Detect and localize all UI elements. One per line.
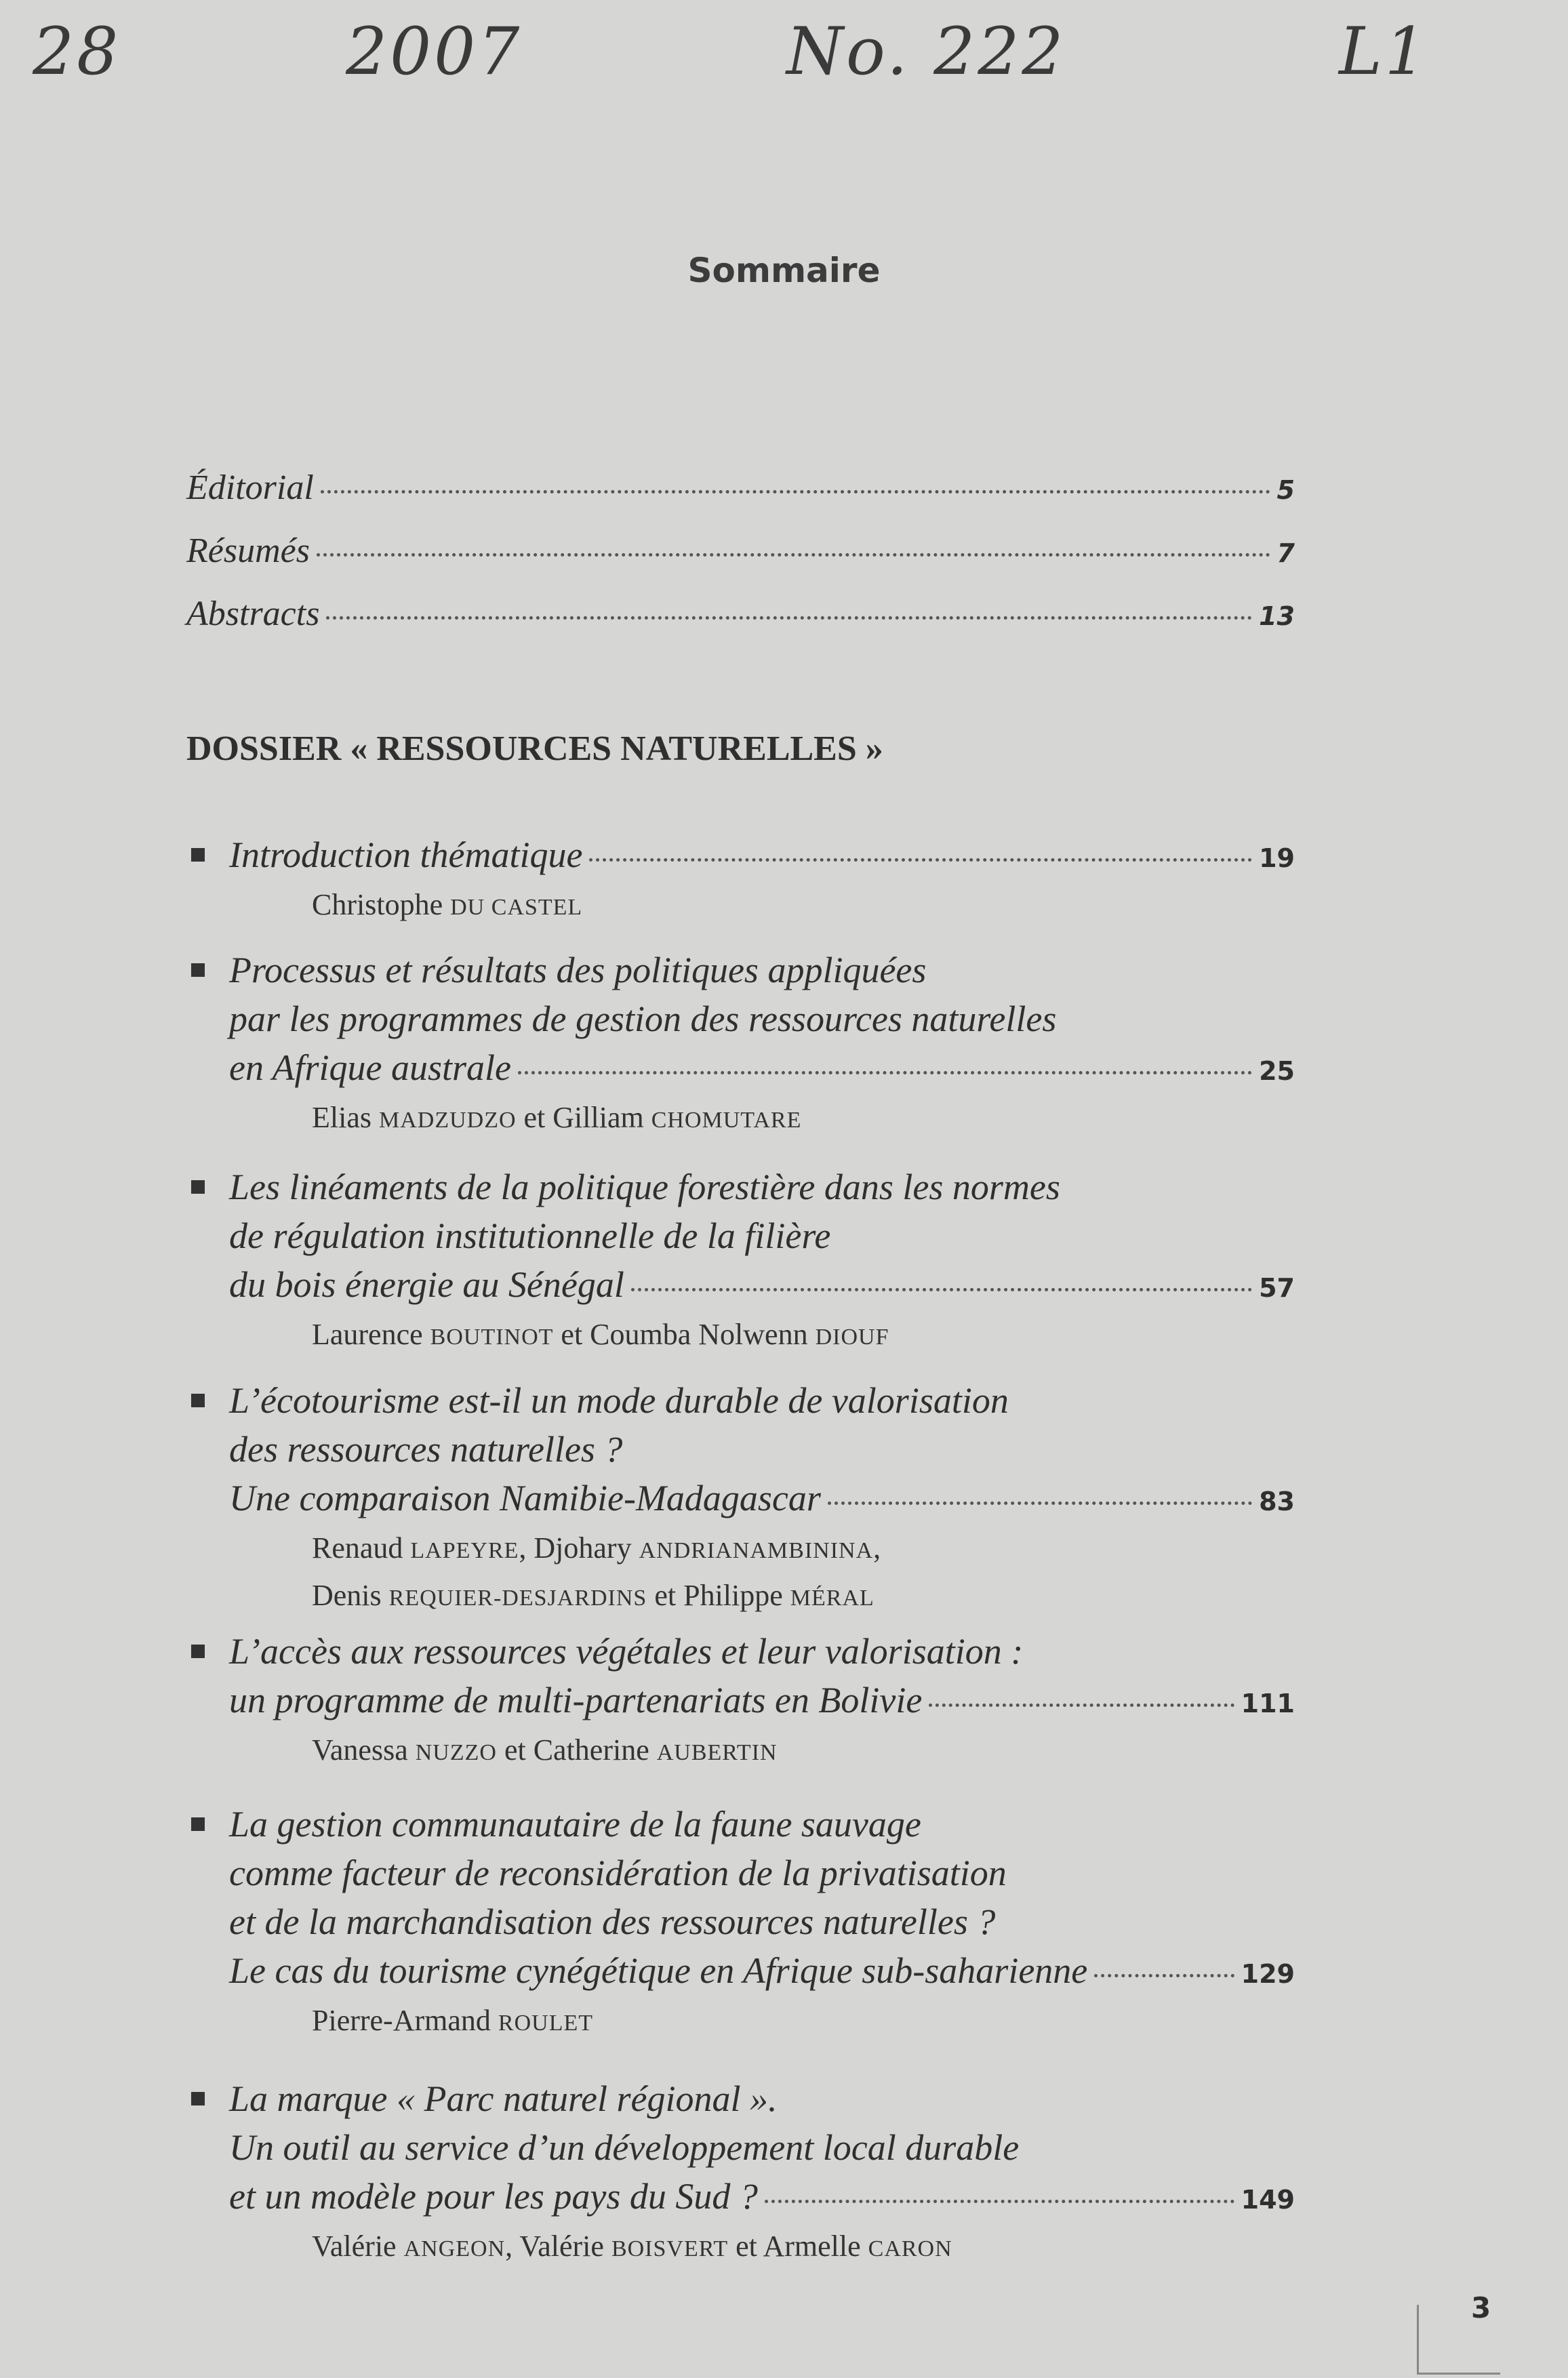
leader-dots bbox=[1094, 1974, 1234, 1977]
author-surname: MÉRAL bbox=[790, 1586, 875, 1611]
bullet-icon bbox=[191, 1394, 205, 1407]
article-title-line bbox=[229, 2074, 1295, 2123]
handwritten-code: L1 bbox=[1339, 14, 1429, 89]
author-text: et Catherine bbox=[496, 1733, 657, 1767]
article-authors bbox=[312, 2224, 1295, 2272]
article-title-text: du bois énergie au Sénégal bbox=[229, 1264, 624, 1305]
article-title-line bbox=[229, 946, 1295, 994]
article-title-text: de régulation institutionnelle de la filière bbox=[229, 1215, 831, 1256]
toc-front-abstracts[interactable] bbox=[186, 594, 1295, 634]
article-title-text: un programme de multi-partenariats en Bolivie bbox=[229, 1680, 923, 1720]
leader-dots bbox=[326, 616, 1252, 620]
author-surname: BOISVERT bbox=[611, 2236, 729, 2261]
bullet-icon bbox=[191, 1645, 205, 1658]
author-surname: CARON bbox=[868, 2236, 952, 2261]
toc-page: 111 bbox=[1241, 1689, 1295, 1718]
author-surname: CHOMUTARE bbox=[651, 1108, 802, 1133]
article-title-line bbox=[229, 1376, 1295, 1425]
leader-dots bbox=[317, 553, 1270, 557]
article-title-line bbox=[229, 994, 1295, 1043]
article-authors bbox=[312, 1728, 1295, 1775]
dossier-heading: DOSSIER « RESSOURCES NATURELLES » bbox=[186, 729, 883, 768]
bullet-icon bbox=[191, 963, 205, 977]
toc-article[interactable] bbox=[183, 830, 1295, 930]
article-title-line bbox=[229, 830, 1295, 883]
article-title-text: Le cas du tourisme cynégétique en Afrique sub-saharienne bbox=[229, 1950, 1088, 1991]
author-surname: REQUIER-DESJARDINS bbox=[388, 1586, 647, 1611]
author-text: Renaud bbox=[312, 1531, 411, 1565]
author-surname: DIOUF bbox=[815, 1325, 889, 1350]
author-surname: BOUTINOT bbox=[430, 1325, 554, 1350]
author-text: Denis bbox=[312, 1579, 389, 1612]
author-text: et Coumba Nolwenn bbox=[553, 1318, 816, 1351]
article-title-line bbox=[229, 1474, 1295, 1526]
article-title-text: L’écotourisme est-il un mode durable de valorisation bbox=[229, 1380, 1009, 1421]
article-title-line bbox=[229, 2123, 1295, 2172]
toc-article[interactable] bbox=[183, 1800, 1295, 2046]
leader-dots bbox=[589, 858, 1252, 862]
author-surname: ROULET bbox=[498, 2011, 593, 2036]
toc-label: Éditorial bbox=[186, 468, 314, 507]
toc-page: 7 bbox=[1276, 538, 1295, 568]
article-title-text: Un outil au service d’un développement local durable bbox=[229, 2127, 1020, 2168]
toc-page: 83 bbox=[1259, 1487, 1295, 1516]
author-text: Vanessa bbox=[312, 1733, 416, 1767]
author-text: et Philippe bbox=[647, 1579, 790, 1612]
article-title-text: et de la marchandisation des ressources naturelles ? bbox=[229, 1901, 996, 1942]
article-authors bbox=[312, 1998, 1295, 2046]
bullet-icon bbox=[191, 1180, 205, 1194]
author-text: Elias bbox=[312, 1101, 379, 1134]
article-title-line bbox=[229, 1260, 1295, 1312]
toc-front-editorial[interactable] bbox=[186, 468, 1295, 508]
author-surname: ANDRIANAMBININA bbox=[639, 1538, 874, 1563]
bullet-icon bbox=[191, 848, 205, 862]
article-title-text: en Afrique australe bbox=[229, 1047, 511, 1088]
toc-page: 57 bbox=[1259, 1273, 1295, 1303]
author-text: Laurence bbox=[312, 1318, 430, 1351]
author-surname: AUBERTIN bbox=[656, 1740, 778, 1765]
page-title: Sommaire bbox=[687, 251, 881, 290]
handwritten-issue: No. 222 bbox=[786, 14, 1066, 89]
article-authors bbox=[312, 1312, 1295, 1360]
article-authors bbox=[312, 883, 1295, 930]
toc-page: 149 bbox=[1241, 2185, 1295, 2215]
handwritten-year: 2007 bbox=[346, 14, 523, 89]
article-title-line bbox=[229, 1163, 1295, 1211]
author-surname: MADZUDZO bbox=[378, 1108, 517, 1133]
leader-dots bbox=[765, 2200, 1234, 2203]
toc-article[interactable] bbox=[183, 1163, 1295, 1360]
author-text: , Valérie bbox=[505, 2230, 611, 2263]
article-authors bbox=[312, 1095, 1295, 1143]
author-text: Valérie bbox=[312, 2230, 404, 2263]
leader-dots bbox=[321, 490, 1270, 493]
toc-article[interactable] bbox=[183, 1627, 1295, 1775]
article-title-text: et un modèle pour les pays du Sud ? bbox=[229, 2176, 758, 2217]
article-title-line bbox=[229, 2172, 1295, 2224]
toc-page: 19 bbox=[1259, 843, 1295, 873]
toc-article[interactable] bbox=[183, 1376, 1295, 1621]
leader-dots bbox=[631, 1288, 1252, 1291]
author-text: , bbox=[873, 1531, 881, 1565]
article-authors bbox=[312, 1526, 1295, 1573]
toc-page: 5 bbox=[1276, 475, 1295, 505]
article-title-line bbox=[229, 1627, 1295, 1676]
article-title-text: des ressources naturelles ? bbox=[229, 1429, 623, 1470]
article-title-line bbox=[229, 1849, 1295, 1897]
toc-page: 13 bbox=[1259, 601, 1295, 631]
leader-dots bbox=[828, 1502, 1252, 1505]
author-text: Pierre-Armand bbox=[312, 2004, 498, 2037]
toc-page: 25 bbox=[1259, 1056, 1295, 1086]
article-title-line bbox=[229, 1897, 1295, 1946]
article-title-line bbox=[229, 1946, 1295, 1998]
author-text: et Gilliam bbox=[516, 1101, 651, 1134]
article-title-line bbox=[229, 1800, 1295, 1849]
handwritten-number: 28 bbox=[33, 14, 121, 89]
leader-dots bbox=[518, 1071, 1252, 1074]
author-surname: ANGEON bbox=[403, 2236, 506, 2261]
article-title-line bbox=[229, 1425, 1295, 1474]
toc-page: 129 bbox=[1241, 1959, 1295, 1989]
author-text: Christophe bbox=[312, 888, 451, 921]
toc-label: Abstracts bbox=[186, 594, 320, 633]
bullet-icon bbox=[191, 2092, 205, 2105]
article-title-text: Introduction thématique bbox=[229, 834, 583, 875]
toc-article[interactable] bbox=[183, 2074, 1295, 2272]
author-surname: LAPEYRE bbox=[410, 1538, 519, 1563]
author-text: , Djohary bbox=[519, 1531, 639, 1565]
article-title-text: L’accès aux ressources végétales et leur valorisation : bbox=[229, 1631, 1024, 1672]
article-title-text: Les linéaments de la politique forestière dans les normes bbox=[229, 1167, 1060, 1207]
article-title-text: La gestion communautaire de la faune sauvage bbox=[229, 1804, 921, 1845]
author-surname: NUZZO bbox=[415, 1740, 497, 1765]
author-text: et Armelle bbox=[728, 2230, 868, 2263]
page-number: 3 bbox=[1471, 2291, 1491, 2324]
article-title-text: La marque « Parc naturel régional ». bbox=[229, 2078, 778, 2119]
bullet-icon bbox=[191, 1817, 205, 1831]
article-title-text: comme facteur de reconsidération de la privatisation bbox=[229, 1853, 1007, 1893]
toc-article[interactable] bbox=[183, 946, 1295, 1143]
article-title-text: Une comparaison Namibie-Madagascar bbox=[229, 1478, 821, 1518]
toc-front-resumes[interactable] bbox=[186, 531, 1295, 571]
author-surname: DU CASTEL bbox=[450, 895, 583, 920]
article-title-line bbox=[229, 1676, 1295, 1728]
article-title-line bbox=[229, 1043, 1295, 1095]
article-authors bbox=[312, 1573, 1295, 1621]
article-title-text: Processus et résultats des politiques appliquées bbox=[229, 950, 927, 990]
toc-label: Résumés bbox=[186, 531, 310, 570]
leader-dots bbox=[929, 1704, 1234, 1707]
article-title-text: par les programmes de gestion des ressources naturelles bbox=[229, 999, 1057, 1039]
article-title-line bbox=[229, 1211, 1295, 1260]
